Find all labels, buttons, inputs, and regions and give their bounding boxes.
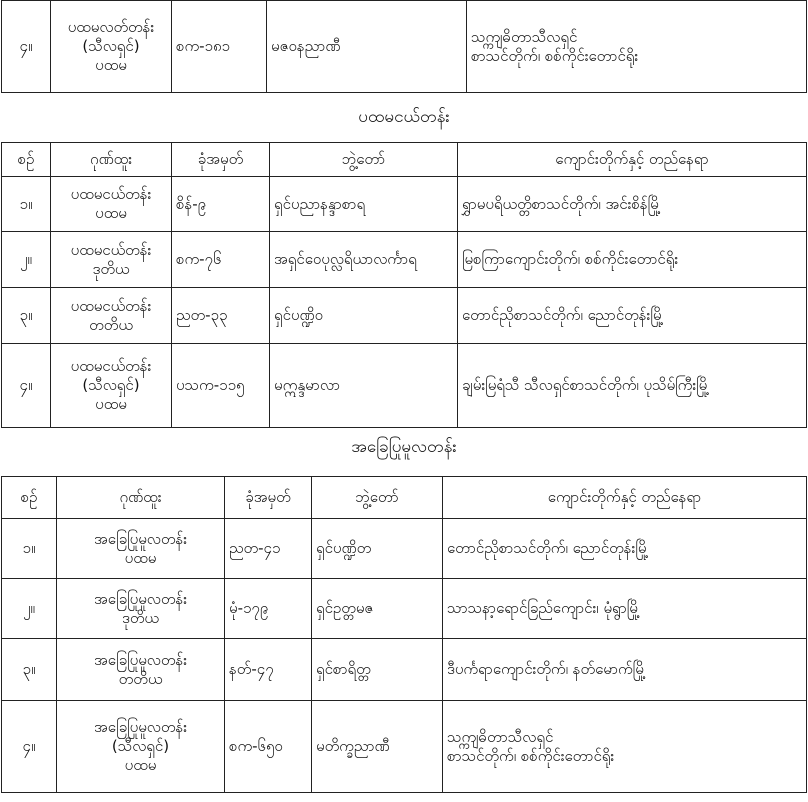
table-row <box>2 639 807 701</box>
rank-cell: အခြေပြုမူလတန်း (သီလရှင်) ပထမ <box>57 701 225 793</box>
section-title: ပထမငယ်တန်း <box>358 107 450 127</box>
roll-number-cell: နတ်-၄၇ <box>225 639 312 701</box>
row-number: ၂။ <box>2 232 51 288</box>
row-number: ၃။ <box>2 288 51 344</box>
top-continuation-table <box>1 0 807 93</box>
school-cell: ဒီပင်္ကရာကျောင်းတိုက်၊ နတ်မောက်မြို့ <box>443 639 807 701</box>
foundation-primary-table <box>1 476 807 793</box>
rank-cell: ပထမငယ်တန်း ပထမ <box>51 177 172 232</box>
header-school: ကျောင်းတိုက်နှင့် တည်နေရာ <box>458 143 807 177</box>
school-cell: သက္ကျဓိတာသီလရှင် စာသင်တိုက်၊ စစ်ကိုင်းတောင်ရိုး <box>443 701 807 793</box>
row-number: ၄။ <box>2 344 51 428</box>
row-number: ၂။ <box>2 579 57 639</box>
header-roll: ခုံအမှတ် <box>172 143 270 177</box>
header-roll: ခုံအမှတ် <box>225 477 312 519</box>
rank-cell: ပထမငယ်တန်း တတိယ <box>51 288 172 344</box>
monk-name-cell: ရှင်ပဏ္ဍိတ <box>312 519 443 579</box>
roll-number-cell: မုံ-၁၇၉ <box>225 579 312 639</box>
roll-number-cell: စိန်-၉ <box>172 177 270 232</box>
table-row <box>2 519 807 579</box>
roll-number-cell: စက-၇၆ <box>172 232 270 288</box>
table-row <box>2 579 807 639</box>
rank-cell: အခြေပြုမူလတန်း ဒုတိယ <box>57 579 225 639</box>
rank-cell: အခြေပြုမူလတန်း တတိယ <box>57 639 225 701</box>
rank-cell: ပထမလတ်တန်း (သီလရှင်) ပထမ <box>51 1 172 93</box>
school-cell: ချမ်းမြရံသီ သီလရှင်စာသင်တိုက်၊ ပုသိမ်ကြီးမြို့ <box>458 344 807 428</box>
row-number: ၁။ <box>2 177 51 232</box>
school-cell: မြစကြာကျောင်းတိုက်၊ စစ်ကိုင်းတောင်ရိုး <box>458 232 807 288</box>
table-row <box>2 701 807 793</box>
school-cell: သာသနာ့ရောင်ခြည်ကျောင်း၊ မုံရွာမြို့ <box>443 579 807 639</box>
monk-name-cell: မတိက္ခညာဏီ <box>312 701 443 793</box>
table-row <box>2 344 807 428</box>
rank-cell: ပထမငယ်တန်း (သီလရှင်) ပထမ <box>51 344 172 428</box>
pathama-nge-table <box>1 142 807 428</box>
roll-number-cell: ပသက-၁၁၅ <box>172 344 270 428</box>
table-row <box>2 288 807 344</box>
header-name: ဘွဲ့တော် <box>270 143 458 177</box>
monk-name-cell: အရှင်ဝေပုလ္လရိယာလင်္ကာရ <box>270 232 458 288</box>
roll-number-cell: စက-၁၈၁ <box>172 1 267 93</box>
header-row <box>2 143 807 177</box>
header-rank: ဂုဏ်ထူး <box>57 477 225 519</box>
monk-name-cell: ရှင်စာရိတ္တ <box>312 639 443 701</box>
monk-name-cell: ရှင်ပဏ္ဍိဝ <box>270 288 458 344</box>
school-cell: တောင်ညိုစာသင်တိုက်၊ ညောင်တုန်းမြို့ <box>458 288 807 344</box>
roll-number-cell: စက-၆၅၀ <box>225 701 312 793</box>
header-school: ကျောင်းတိုက်နှင့် တည်နေရာ <box>443 477 807 519</box>
row-number: ၃။ <box>2 639 57 701</box>
monk-name-cell: မဣန္ဒမာလာ <box>270 344 458 428</box>
rank-cell: အခြေပြုမူလတန်း ပထမ <box>57 519 225 579</box>
table-row <box>2 1 807 93</box>
school-cell: သက္ကျဓိတာသီလရှင် စာသင်တိုက်၊ စစ်ကိုင်းတောင်ရိုး <box>467 1 807 93</box>
monk-name-cell: မဇဝနညာဏီ <box>267 1 467 93</box>
monk-name-cell: ရှင်ဥတ္တမဇ <box>312 579 443 639</box>
header-rank: ဂုဏ်ထူး <box>51 143 172 177</box>
row-number: ၄။ <box>2 1 51 93</box>
school-cell: တောင်ညိုစာသင်တိုက်၊ ညောင်တုန်းမြို့ <box>443 519 807 579</box>
table-row <box>2 177 807 232</box>
rank-cell: ပထမငယ်တန်း ဒုတိယ <box>51 232 172 288</box>
table-row <box>2 232 807 288</box>
monk-name-cell: ရှင်ပညာနန္ဒာစာရ <box>270 177 458 232</box>
row-number: ၄။ <box>2 701 57 793</box>
header-name: ဘွဲ့တော် <box>312 477 443 519</box>
header-row <box>2 477 807 519</box>
roll-number-cell: ညတ-၄၁ <box>225 519 312 579</box>
header-no: စဉ် <box>2 477 57 519</box>
header-no: စဉ် <box>2 143 51 177</box>
roll-number-cell: ညတ-၃၃ <box>172 288 270 344</box>
row-number: ၁။ <box>2 519 57 579</box>
school-cell: ရွှာမပရိယတ္တိစာသင်တိုက်၊ အင်းစိန်မြို့ <box>458 177 807 232</box>
section-title: အခြေပြုမူလတန်း <box>351 437 457 457</box>
